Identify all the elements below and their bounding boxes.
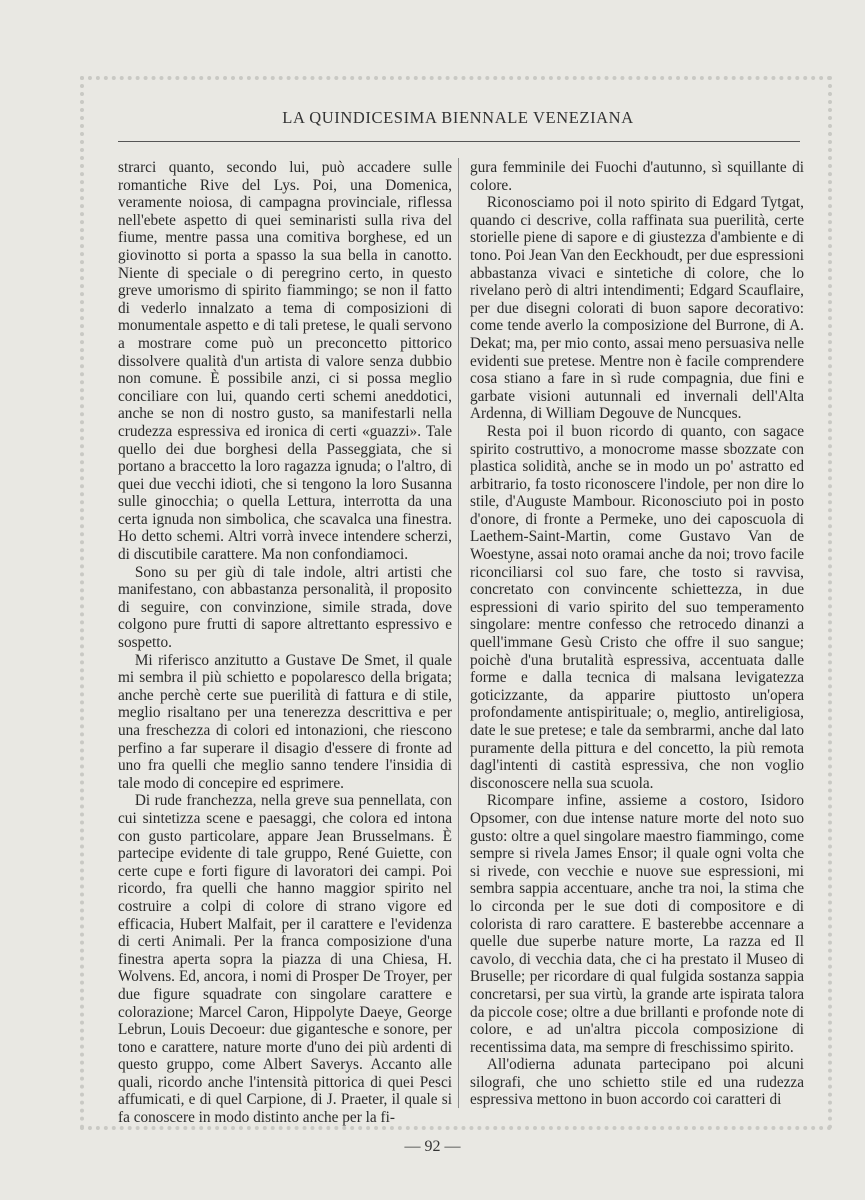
paragraph: Resta poi il buon ricordo di quanto, con sagace spirito costruttivo, a monocrome masse sbozzate con plastica solidità, anche se in modo un po' astratto ed arbitrario, fa tosto riconoscere l'indole, per non dire lo stile, d'Auguste Mambour. Riconosciuto poi in posto d'onore, di fronte a Permeke, uno dei caposcuola di Laethem-Saint-Martin, come Gustavo Van de Woestyne, assai noto oramai anche da noi; trovo facile riconciliarsi col suo fare, che tosto si ravvisa, concretato con convincente schiettezza, in due espressioni di vario spirito del suo temperamento singolare: mentre confesso che retrocedo dinanzi a quell'immane Gesù Cristo che offre il suo sangue; poichè d'una brutalità espressiva, accentuata dalle forme e dalla tecnica di malsana levigatezza goticizzante, da apparire piuttosto un'opera profondamente antispirituale; o, meglio, antireligiosa, date le sue pretese; e tale da sembrarmi, anche dal lato puramente della pittura e del concetto, la più remota dagl'intenti di castità espressiva, che non voglio disconoscere nella sua scuola. [470,422,804,792]
paragraph: Ricompare infine, assieme a costoro, Isidoro Opsomer, con due intense nature morte del noto suo gusto: oltre a quel singolare maestro fiammingo, come sempre si rivela James Ensor; il quale ogni volta che si rivede, con vecchie e nuove sue espressioni, mi sembra sappia accentuare, anche tra noi, la stima che lo circonda per le sue doti di compositore e di colorista di raro carattere. E basterebbe accennare a quelle due superbe nature morte, La razza ed Il cavolo, di vecchia data, che ci ha prestato il Museo di Bruselle; per ricordare di qual fulgida sostanza sappia concretarsi, per sua virtù, la grande arte ispirata talora da piccole cose; oltre a due brillanti e profonde note di colore, e ad un'altra piccola composizione di recentissima data, ma sempre di freschissimo spirito. [470,792,804,1056]
left-column [118,159,452,1127]
column-divider [458,158,459,1108]
paragraph: Riconosciamo poi il noto spirito di Edgard Tytgat, quando ci descrive, colla raffinata sua puerilità, certe storielle piene di sapore e di giustezza d'ambiente e di tono. Poi Jean Van den Eeckhoudt, per due espressioni abbastanza vivaci e sintetiche di colore, che lo rivelano però di altri intendimenti; Edgard Scauflaire, per due disegni colorati di buon sapore decorativo: come tende averlo la composizione del Burrone, di A. Dekat; ma, per mio conto, assai meno persuasiva nelle evidenti sue pretese. Mentre non è facile comprendere cosa stiano a fare in sì rude compagnia, due fini e garbate visioni autunnali ed invernali dell'Alta Ardenna, di William Degouve de Nuncques. [470,194,804,423]
paragraph: Sono su per giù di tale indole, altri artisti che manifestano, con abbastanza personalità, il proposito di seguire, con convinzione, simile strada, dove colgono pure frutti di sapore altrettanto espressivo e sospetto. [118,563,452,652]
right-column [470,159,804,1109]
paragraph: gura femminile dei Fuochi d'autunno, sì squillante di colore. [470,159,804,194]
paragraph: Di rude franchezza, nella greve sua pennellata, con cui sintetizza scene e paesaggi, che colora ed intona con gusto particolare, appare Jean Brusselmans. È partecipe evidente di tale gruppo, René Guiette, con certe cupe e forti figure di lavoratori dei campi. Poi ricordo, fra quelli che hanno maggior spirito nel costruire a colpi di colore di strano vigore ed efficacia, Hubert Malfait, per il carattere e l'evidenza di certi Animali. Per la franca composizione d'una finestra aperta sopra la piazza di una Chiesa, H. Wolvens. Ed, ancora, i nomi di Prosper De Troyer, per due figure squadrate con singolare carattere e colorazione; Marcel Caron, Hippolyte Daeye, George Lebrun, Louis Decoeur: due gigantesche e sonore, per tono e carattere, nature morte d'uno dei più ardenti di questo gruppo, come Albert Saverys. Accanto alle quali, ricordo anche l'intensità pittorica di quei Pesci affumicati, e di quel Carpione, di J. Praeter, il quale si fa conoscere in modo distinto anche per la fi- [118,792,452,1127]
paragraph: All'odierna adunata partecipano poi alcuni silografi, che uno schietto stile ed una rudezza espressiva mettono in buon accordo coi caratteri di [470,1056,804,1109]
header-rule [118,141,800,142]
paragraph: strarci quanto, secondo lui, può accadere sulle romantiche Rive del Lys. Poi, una Domenica, veramente noiosa, di campagna provinciale, riflessa nell'ebete aspetto di quei seminaristi sulla riva del fiume, mentre passa una comitiva borghese, ed un giovinotto si porta a spasso la sua bella in canotto. Niente di speciale o di peregrino certo, in questo greve umorismo di spirito fiammingo; se non il fatto di vederlo innalzato a tema di composizioni di monumentale aspetto e di tali pretese, le quali servono a mostrare come può un preconcetto pittorico dissolvere qualità d'un artista di valore senza dubbio non comune. È possibile anzi, ci si possa meglio conciliare con lui, quando certi schemi aneddotici, anche se non di nostro gusto, sa manifestarli nella crudezza espressiva ed ironica di certi «guazzi». Tale quello dei due borghesi della Passeggiata, che si portano a braccetto la loro ragazza ignuda; o l'altro, di quei due vecchi idioti, che si tengono la loro Susanna sulle ginocchia; o quella Lettura, interrotta da una certa ignuda non simbolica, che scavalca una finestra. Ho detto schemi. Altri vorrà invece intendere scherzi, di discutibile carattere. Ma non confondiamoci. [118,159,452,564]
page-number: — 92 — [404,1138,461,1155]
paragraph: Mi riferisco anzitutto a Gustave De Smet, il quale mi sembra il più schietto e popolaresco della brigata; anche perchè certe sue puerilità di fattura e di stile, meglio risaltano per una tenerezza descrittiva e per una freschezza di colori ed intonazioni, che riescono perfino a far superare il disagio d'essere di fronte ad uno fra quelli che meglio sanno tendere l'insidia di tale modo di concepire ed esprimere. [118,651,452,792]
running-header: LA QUINDICESIMA BIENNALE VENEZIANA [282,108,634,127]
